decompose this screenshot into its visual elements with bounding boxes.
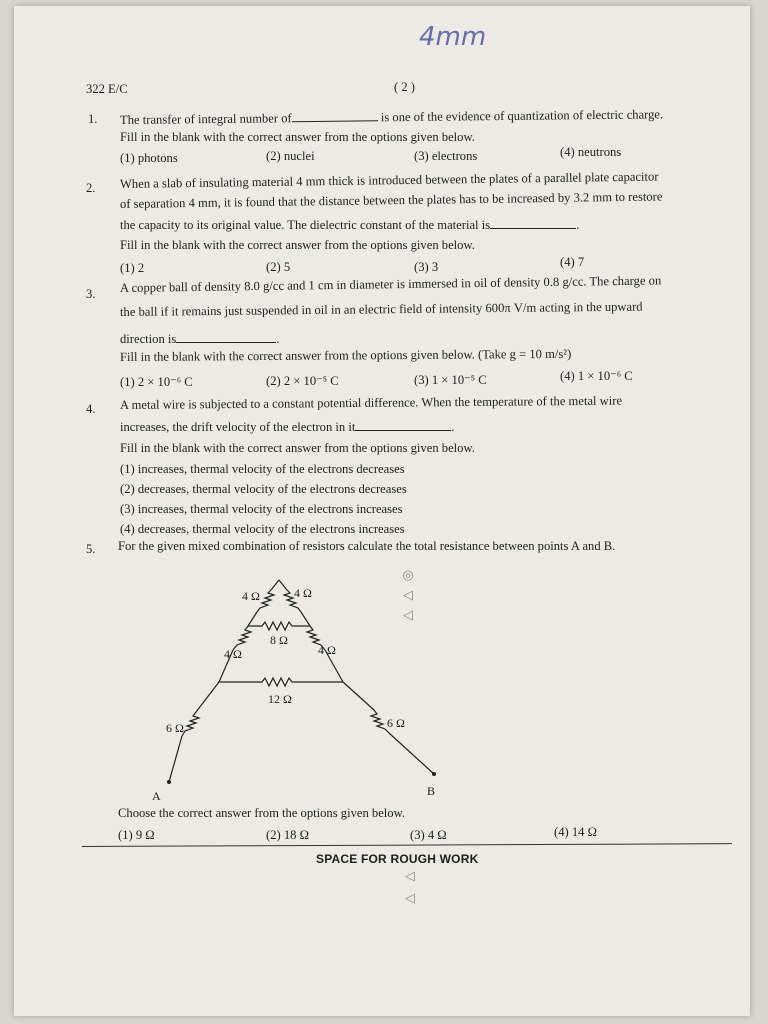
q2-option-2: (2) 5 xyxy=(266,260,291,274)
watermark-stamp-marks-lower xyxy=(402,866,418,910)
q1-option-1: (1) photons xyxy=(120,151,178,165)
q4-line2: increases, the drift velocity of the electron in it . xyxy=(120,420,455,434)
resistor-12-ohm xyxy=(219,678,343,686)
q5-option-3: (3) 4 Ω xyxy=(410,828,447,842)
q3-line3: direction is . xyxy=(120,332,280,346)
rough-work-divider xyxy=(82,843,732,847)
label-top-right: 4 Ω xyxy=(294,586,312,600)
node-b xyxy=(432,772,436,776)
q2-option-1: (1) 2 xyxy=(120,261,145,275)
q1-option-4: (4) neutrons xyxy=(560,145,622,159)
label-mid-right: 4 Ω xyxy=(318,643,336,657)
label-top-left: 4 Ω xyxy=(242,589,260,603)
q4-option-2: (2) decreases, thermal velocity of the electrons decreases xyxy=(120,482,407,496)
q4-line3: Fill in the blank with the correct answer from the options given below. xyxy=(120,441,475,455)
q2-blank xyxy=(490,217,576,229)
q3-number: 3. xyxy=(86,287,96,301)
exam-sheet xyxy=(14,6,750,1016)
wire-to-a xyxy=(169,736,182,782)
q5-option-4: (4) 14 Ω xyxy=(554,825,597,839)
wire-to-b xyxy=(389,733,434,774)
stamp-mark-icon: ◁ xyxy=(405,869,415,884)
q3-option-2: (2) 2 × 10⁻⁵ C xyxy=(266,374,339,388)
q4-line1: A metal wire is subjected to a constant potential difference. When the temperature of the metal wire xyxy=(119,393,623,412)
q5-option-1: (1) 9 Ω xyxy=(118,828,155,842)
q5-line2: Choose the correct answer from the options given below. xyxy=(118,806,406,820)
q5-option-2: (2) 18 Ω xyxy=(266,828,309,842)
q5-line1: For the given mixed combination of resistors calculate the total resistance between points A and B. xyxy=(118,539,616,553)
point-b-label: B xyxy=(427,784,436,798)
wire-apex-left xyxy=(271,580,279,590)
q4-option-1: (1) increases, thermal velocity of the electrons decreases xyxy=(120,462,405,476)
stamp-mark-icon: ◁ xyxy=(403,588,413,603)
wire-upper-right xyxy=(301,612,310,626)
q4-number: 4. xyxy=(86,402,96,416)
q2-line1: When a slab of insulating material 4 mm thick is introduced between the plates of a parallel plate capacitor xyxy=(119,169,659,191)
resistor-8-ohm xyxy=(248,622,310,630)
q4-option-3: (3) increases, thermal velocity of the electrons increases xyxy=(120,502,403,516)
q1-line1: The transfer of integral number of is one of the evidence of quantization of electric charge. xyxy=(119,107,664,127)
q1-option-3: (3) electrons xyxy=(414,149,478,163)
q3-option-3: (3) 1 × 10⁻⁵ C xyxy=(414,373,487,387)
q4-blank xyxy=(355,419,451,431)
stamp-mark-icon: ◁ xyxy=(405,891,415,906)
handwritten-note: 4mm xyxy=(419,22,487,52)
wire-upper-left xyxy=(248,612,257,626)
rough-work-heading: SPACE FOR ROUGH WORK xyxy=(316,852,479,866)
q2-line4: Fill in the blank with the correct answer from the options given below. xyxy=(120,238,475,252)
watermark-stamp-marks xyxy=(400,566,416,626)
label-12-ohm: 12 Ω xyxy=(268,692,292,706)
q2-option-3: (3) 3 xyxy=(414,260,439,274)
q2-number: 2. xyxy=(86,181,96,195)
q3-option-4: (4) 1 × 10⁻⁶ C xyxy=(560,369,633,383)
label-mid-left: 4 Ω xyxy=(224,647,242,661)
q2-line2: of separation 4 mm, it is found that the distance between the plates has to be increased by 3.2 mm to restore xyxy=(119,189,663,211)
label-6-ohm-right: 6 Ω xyxy=(387,716,405,730)
resistor-circuit-diagram xyxy=(144,562,444,802)
q2-option-4: (4) 7 xyxy=(560,255,585,269)
q3-line4: Fill in the blank with the correct answer from the options given below. (Take g = 10 m/s²) xyxy=(119,346,572,364)
stamp-mark-icon: ◁ xyxy=(403,608,413,623)
q5-number: 5. xyxy=(86,542,96,556)
paper-code: 322 E/C xyxy=(86,82,128,96)
wire-lower-left xyxy=(196,682,219,712)
wire-lower-right xyxy=(343,682,374,710)
q2-line3: the capacity to its original value. The dielectric constant of the material is . xyxy=(120,218,580,232)
q1-blank xyxy=(292,109,378,122)
q1-option-2: (2) nuclei xyxy=(266,149,315,163)
point-a-label: A xyxy=(152,789,161,802)
q1-number: 1. xyxy=(88,112,98,126)
node-a xyxy=(167,780,171,784)
label-6-ohm-left: 6 Ω xyxy=(166,721,184,735)
stamp-mark-icon: ◎ xyxy=(402,568,414,583)
q3-blank xyxy=(176,331,276,343)
q3-line1: A copper ball of density 8.0 g/cc and 1 cm in diameter is immersed in oil of density 0.8 g/cc. The charge on xyxy=(119,273,662,295)
page-number: ( 2 ) xyxy=(394,80,415,94)
q1-line2: Fill in the blank with the correct answer from the options given below. xyxy=(120,130,475,144)
resistor-6-ohm-left xyxy=(182,712,199,736)
q3-line2: the ball if it remains just suspended in oil in an electric field of intensity 600π V/m acting in the upward xyxy=(119,299,643,319)
q3-option-1: (1) 2 × 10⁻⁶ C xyxy=(120,375,193,389)
label-8-ohm: 8 Ω xyxy=(270,633,288,647)
wire-apex-right xyxy=(279,580,287,590)
q4-option-4: (4) decreases, thermal velocity of the electrons increases xyxy=(120,522,405,536)
